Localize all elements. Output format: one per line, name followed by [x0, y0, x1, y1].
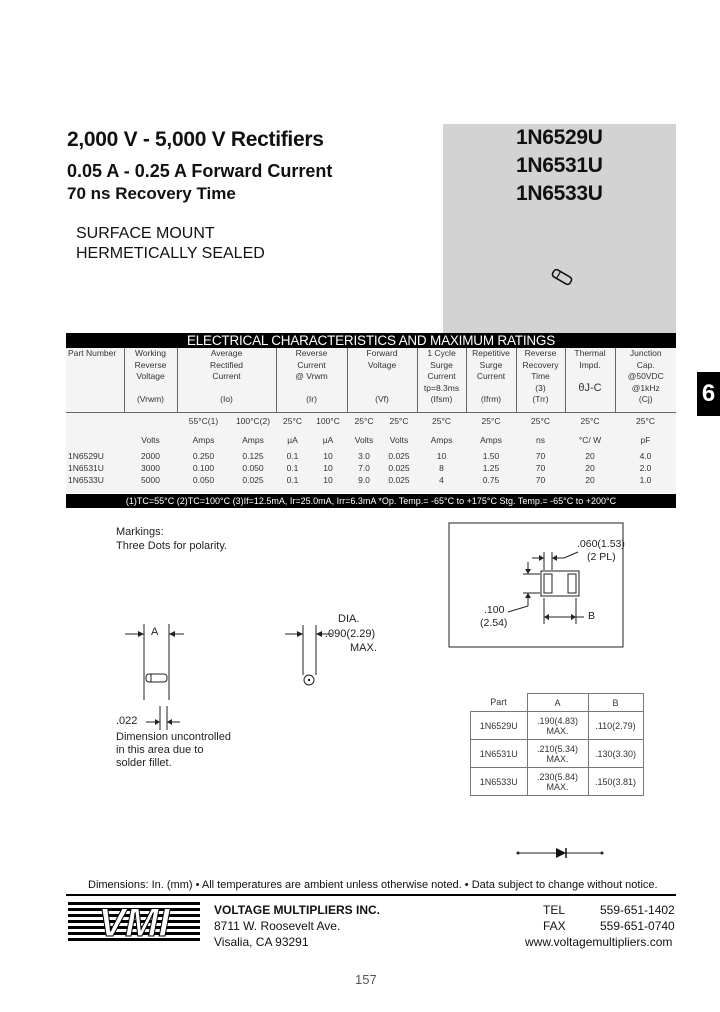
table-row: 1N6533U .230(5.84) MAX. .150(3.81) — [471, 768, 644, 796]
table-row: 1N6529U 2000 0.250 0.125 0.1 10 3.0 0.025 10 1.50 70 20 4.0 — [68, 451, 652, 462]
header-cell: Repetitive Surge Current (Ifrm) — [466, 348, 516, 413]
company-city: Visalia, CA 93291 — [214, 935, 309, 949]
website-link[interactable]: www.voltagemultipliers.com — [525, 935, 673, 949]
forward-current-subtitle: 0.05 A - 0.25 A Forward Current — [67, 161, 333, 181]
feature-hermetically-sealed: HERMETICALLY SEALED — [76, 245, 265, 262]
markings-text: Three Dots for polarity. — [116, 540, 228, 552]
header-cell: Thermal Impd. θJ-C — [565, 348, 615, 413]
footer-divider — [66, 894, 676, 896]
dimension-a-label: A — [151, 626, 159, 638]
diode-symbol-icon — [516, 845, 606, 861]
fillet-note-line3: solder fillet. — [116, 757, 172, 769]
ratings-notes: (1)TC=55°C (2)TC=100°C (3)If=12.5mA, Ir=25.0mA, Irr=6.3mA *Op. Temp.= -65°C to +175°C Stg. Temp.= -65°C to +200°C — [66, 494, 676, 508]
ratings-band-title: ELECTRICAL CHARACTERISTICS AND MAXIMUM RATINGS — [66, 333, 676, 348]
markings-title: Markings: — [116, 526, 164, 538]
table-row: 1N6533U 5000 0.050 0.025 0.1 10 9.0 0.025 4 0.75 70 20 1.0 — [68, 475, 652, 486]
page-title: 2,000 V - 5,000 V Rectifiers — [67, 128, 324, 151]
fillet-note-line2: in this area due to — [116, 744, 204, 756]
header-cell: Reverse Current @ Vrwm (Ir) — [276, 348, 347, 413]
table-row: 1N6531U .210(5.34) MAX. .130(3.30) — [471, 740, 644, 768]
tel-number: 559-651-1402 — [600, 903, 675, 917]
dia-max: MAX. — [350, 642, 377, 654]
footer-note: Dimensions: In. (mm) • All temperatures are ambient unless otherwise noted. • Data subject to change without notice. — [88, 879, 658, 891]
fillet-note-line1: Dimension uncontrolled — [116, 731, 231, 743]
header-cell: 1 Cycle Surge Current tp=8.3ms (Ifsm) — [417, 348, 466, 413]
package-outline-drawing — [120, 620, 350, 740]
part-number-1: 1N6529U — [516, 126, 603, 149]
units-row: Volts Amps Amps µA µA Volts Volts Amps Amps ns °C/ W pF — [141, 435, 651, 446]
dia-value: .090(2.29) — [325, 628, 376, 640]
feature-surface-mount: SURFACE MOUNT — [76, 225, 215, 242]
ratings-table — [66, 348, 676, 487]
pad-dim-top: .060(1.53) — [577, 538, 625, 550]
dimension-table: Part A B 1N6529U .190(4.83) MAX. .110(2.79) 1N6531U .210(5.34) MAX. .130(3.30) 1N6533U .230(5.84) MAX. .150(3.81) — [470, 693, 644, 796]
pad-dim-top-note: (2 PL) — [587, 551, 616, 563]
part-number-2: 1N6531U — [516, 154, 603, 177]
header-cell: Average Rectified Current (Io) — [177, 348, 276, 413]
header-cell: Forward Voltage (Vf) — [347, 348, 417, 413]
section-tab: 6 — [697, 372, 720, 416]
diode-package-icon — [548, 266, 576, 288]
lead-dimension: .022 — [116, 715, 138, 727]
company-street: 8711 W. Roosevelt Ave. — [214, 919, 341, 933]
vmi-logo — [68, 900, 200, 944]
fax-label: FAX — [543, 919, 566, 933]
tel-label: TEL — [543, 903, 566, 917]
table-row: 1N6531U 3000 0.100 0.050 0.1 10 7.0 0.025 8 1.25 70 20 2.0 — [68, 463, 652, 474]
dia-label: DIA. — [338, 613, 360, 625]
recovery-time-subtitle: 70 ns Recovery Time — [67, 184, 236, 203]
header-cell: Reverse Recovery Time (3) (Trr) — [516, 348, 565, 413]
logo-text: VMI — [98, 901, 170, 944]
fax-number: 559-651-0740 — [600, 919, 675, 933]
dimension-b-label: B — [588, 610, 596, 622]
page-number: 157 — [355, 972, 377, 987]
conditions-row: 55°C(1) 100°C(2) 25°C 100°C 25°C 25°C 25°C 25°C 25°C 25°C 25°C — [66, 413, 676, 432]
pad-dim-left: .100 — [484, 604, 505, 616]
header-cell: Working Reverse Voltage (Vrwm) — [124, 348, 177, 413]
table-row: 1N6529U .190(4.83) MAX. .110(2.79) — [471, 712, 644, 740]
header-cell: Part Number — [68, 348, 117, 358]
part-number-3: 1N6533U — [516, 182, 603, 205]
pad-dim-left-mm: (2.54) — [480, 617, 508, 629]
header-cell: Junction Cap. @50VDC @1kHz (Cj) — [615, 348, 676, 413]
company-name: VOLTAGE MULTIPLIERS INC. — [214, 903, 380, 917]
